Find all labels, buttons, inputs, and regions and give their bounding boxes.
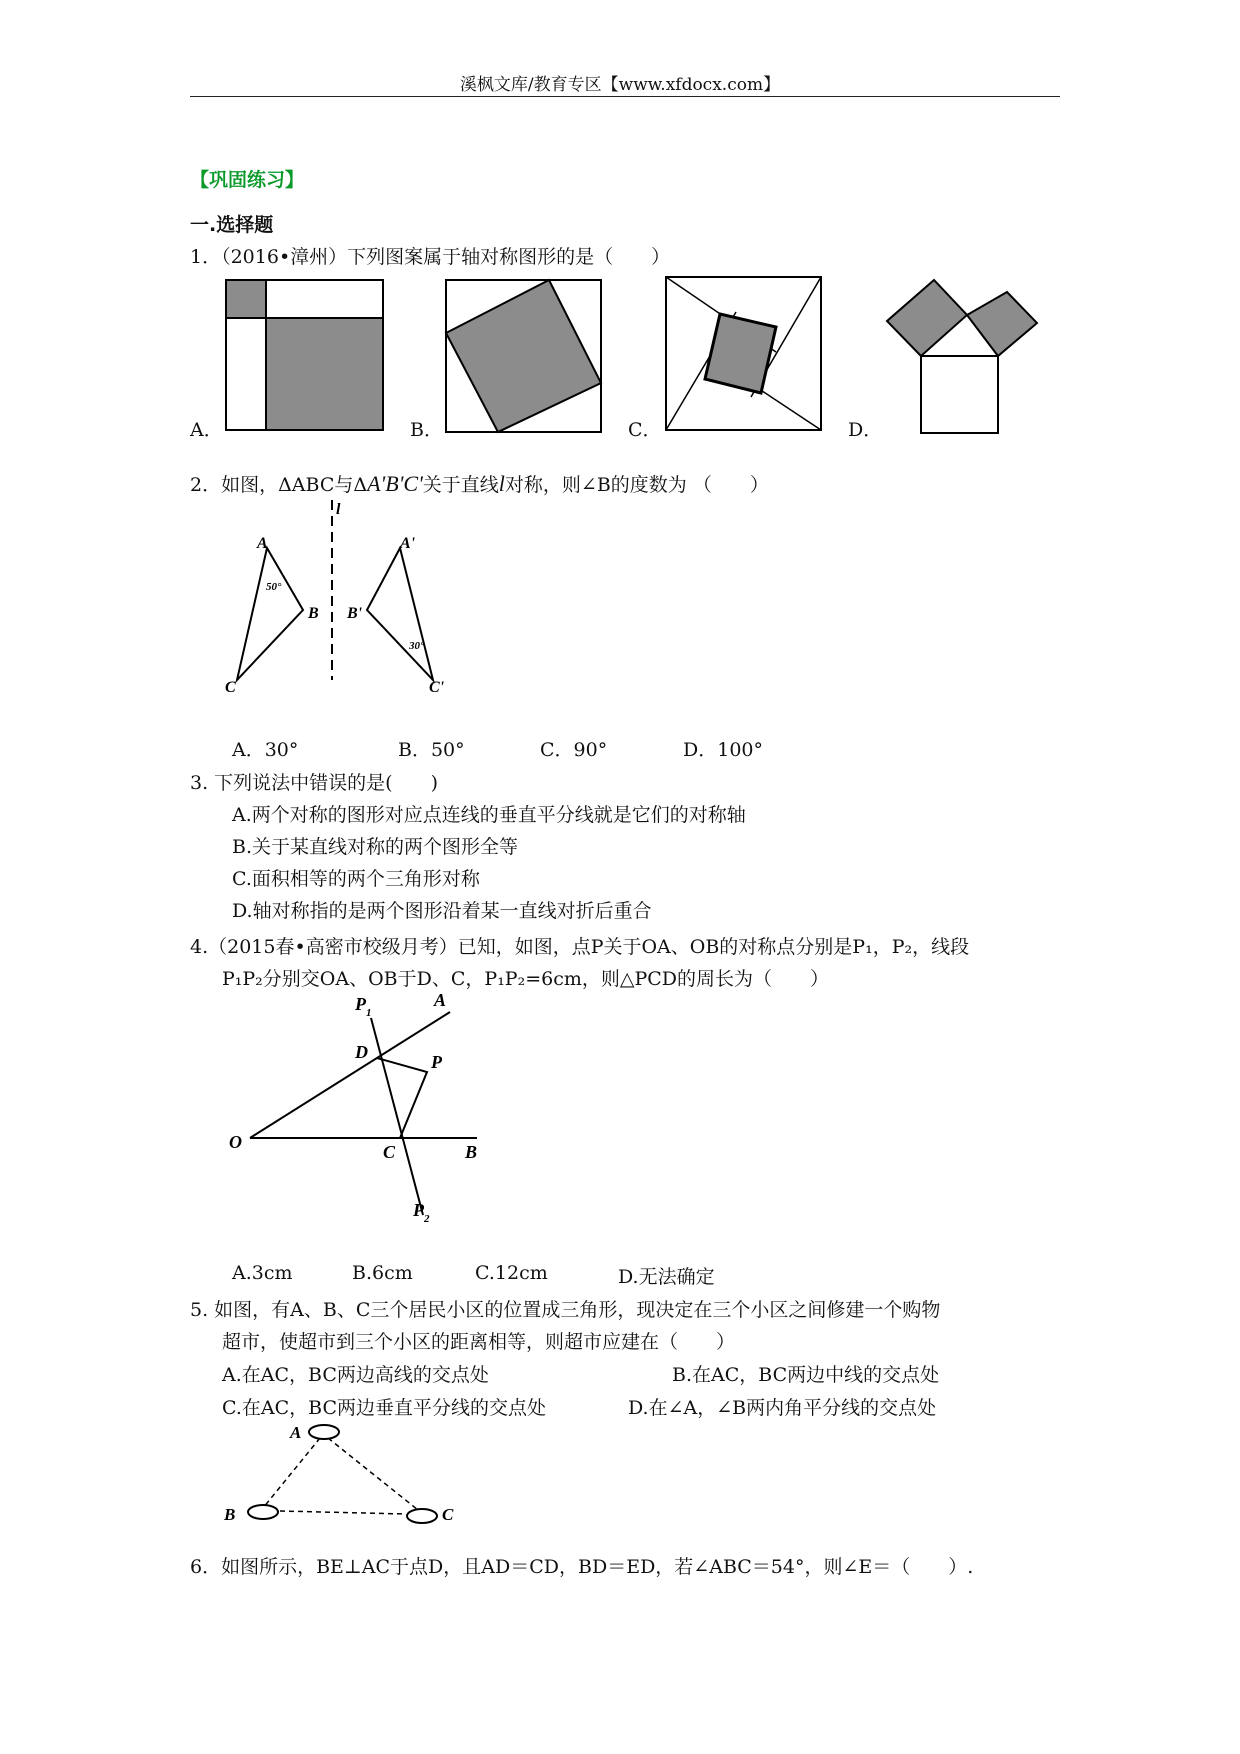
q5-option-a: A.在AC，BC两边高线的交点处 [222, 1364, 489, 1386]
q4-figure [225, 990, 495, 1230]
q2-label-b: B [308, 605, 319, 622]
q5-label-c: C [442, 1505, 454, 1524]
part-title: 一.选择题 [190, 214, 274, 236]
q1-figure-b [445, 275, 605, 435]
q4-label-c: C [383, 1142, 396, 1162]
q3-stem: 3. 下列说法中错误的是( ) [190, 772, 438, 794]
page-header: 溪枫文库/教育专区【www.xfdocx.com】 [459, 75, 781, 95]
q1-option-b-label: B． [410, 419, 443, 441]
q2-option-c: C．90° [540, 739, 608, 761]
q2-stem-math: A'B'C' [367, 471, 423, 496]
q4-label-p: P [431, 1052, 442, 1072]
q4-label-p2: $P_2$ [413, 1200, 430, 1225]
q5-option-b: B.在AC，BC两边中线的交点处 [672, 1364, 940, 1386]
q3-option-d: D.轴对称指的是两个图形沿着某一直线对折后重合 [232, 900, 652, 922]
q2-option-d: D．100° [683, 739, 763, 761]
q1-option-c-label: C． [628, 419, 662, 441]
q2-line-l-label: l [336, 501, 341, 518]
q1-option-a-label: A． [190, 419, 223, 441]
header-divider [190, 96, 1060, 97]
q2-stem-suffix: 对称，则∠B的度数为 （ ） [504, 474, 769, 496]
q6-stem: 6．如图所示，BE⊥AC于点D，且AD＝CD，BD＝ED，若∠ABC＝54°，则∠E＝（ ）. [190, 1556, 974, 1578]
q5-stem-line1: 5. 如图，有A、B、C三个居民小区的位置成三角形，现决定在三个小区之间修建一个购物 [190, 1299, 941, 1321]
q2-stem-prefix: 2．如图，ΔABC与Δ [190, 474, 368, 496]
q4-option-a: A.3cm [232, 1262, 293, 1284]
q4-label-d: D [355, 1042, 368, 1062]
q1-stem: 1．（2016•漳州）下列图案属于轴对称图形的是（ ） [190, 246, 671, 268]
section-title: 【巩固练习】 [190, 169, 305, 191]
q4-label-o: O [229, 1132, 242, 1152]
q5-figure [220, 1418, 470, 1533]
q2-stem-line-symbol: l [498, 471, 505, 496]
q2-label-b-prime: B' [347, 605, 363, 622]
q1-figure-a [225, 275, 385, 435]
q4-label-a: A [434, 990, 447, 1010]
q2-option-a: A．30° [232, 739, 299, 761]
q5-option-c: C.在AC，BC两边垂直平分线的交点处 [222, 1397, 547, 1419]
q4-stem-line2: P₁P₂分别交OA、OB于D、C，P₁P₂=6cm，则△PCD的周长为（ ） [222, 968, 830, 990]
q4-option-d: D.无法确定 [618, 1266, 715, 1288]
q2-label-a: A [257, 535, 268, 552]
q3-option-a: A.两个对称的图形对应点连线的垂直平分线就是它们的对称轴 [232, 804, 746, 826]
q5-option-d: D.在∠A，∠B两内角平分线的交点处 [628, 1397, 937, 1419]
q1-figure-d [885, 275, 1045, 435]
q5-label-b: B [224, 1505, 236, 1524]
q5-stem-line2: 超市，使超市到三个小区的距离相等，则超市应建在（ ） [222, 1331, 736, 1353]
q2-label-a-prime: A' [400, 535, 416, 552]
q2-angle-30: 30° [409, 640, 425, 652]
q2-option-b: B．50° [398, 739, 465, 761]
q4-stem-line1: 4.（2015春•高密市校级月考）已知，如图，点P关于OA、OB的对称点分别是P₁，P₂，线段 [190, 936, 970, 958]
q1-figure-c [665, 275, 825, 435]
q5-label-a: A [290, 1423, 302, 1442]
q2-angle-50: 50° [266, 581, 282, 593]
q3-option-c: C.面积相等的两个三角形对称 [232, 868, 480, 890]
q4-label-b: B [465, 1142, 478, 1162]
q2-stem [190, 470, 769, 497]
q2-label-c-prime: C' [429, 679, 445, 696]
q4-option-b: B.6cm [352, 1262, 413, 1284]
q2-stem-mid: 关于直线 [422, 474, 499, 496]
q3-option-b: B.关于某直线对称的两个图形全等 [232, 836, 519, 858]
q4-label-p1: $P_1$ [355, 994, 372, 1019]
q1-option-d-label: D． [848, 419, 883, 441]
q2-label-c: C [225, 679, 236, 696]
q4-option-c: C.12cm [475, 1262, 548, 1284]
q2-figure [215, 500, 475, 700]
